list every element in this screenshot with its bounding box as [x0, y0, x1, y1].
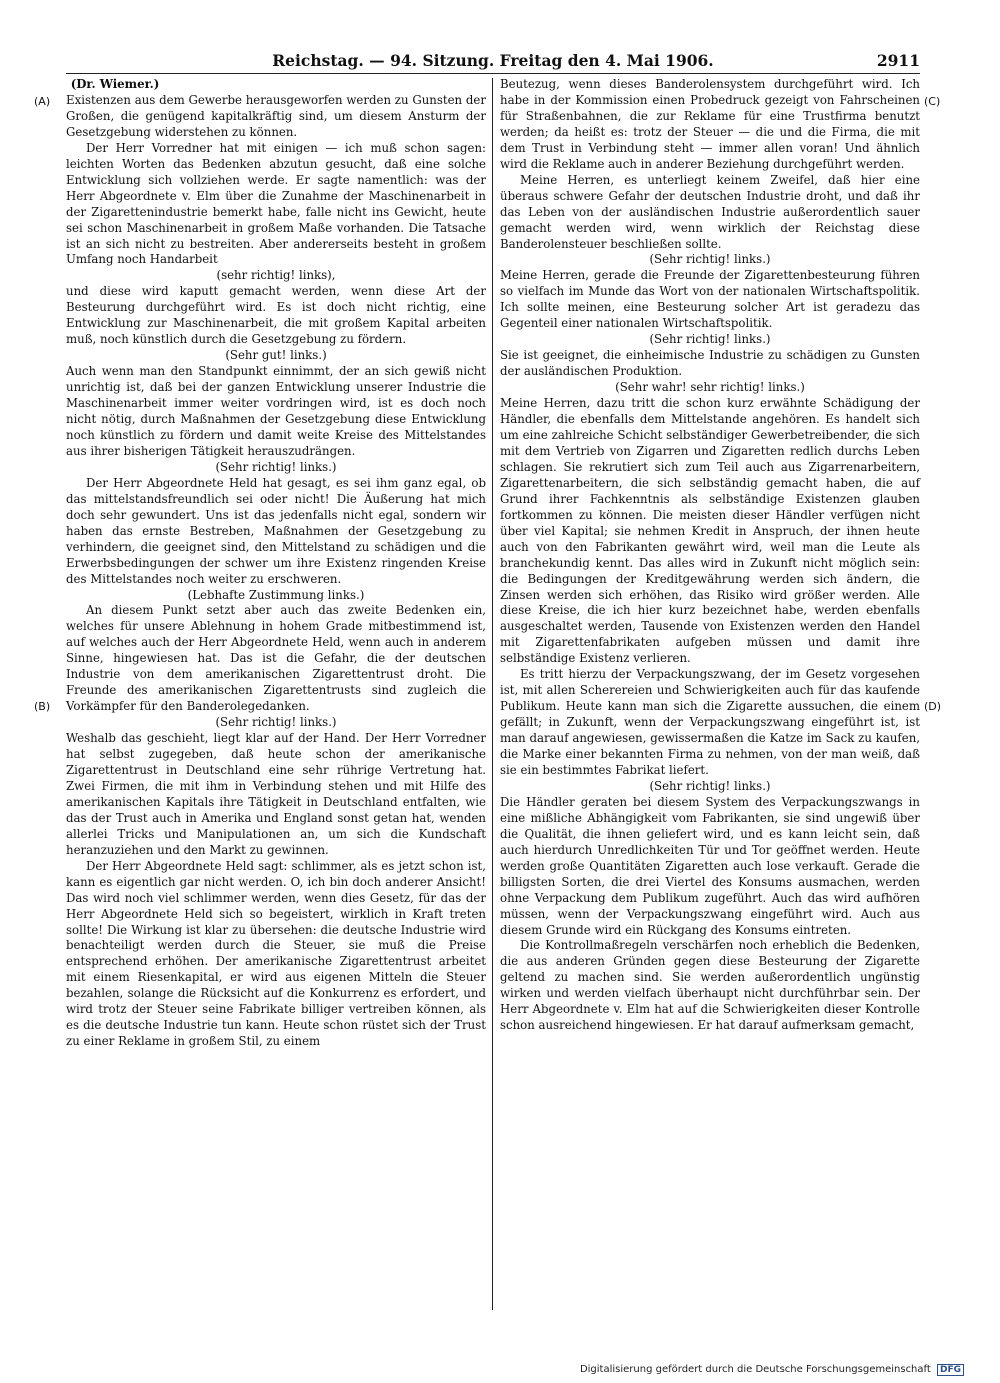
interjection: (Sehr richtig! links.) — [649, 778, 771, 793]
interjection: (Sehr richtig! links.) — [215, 715, 337, 730]
paragraph: Die Händler geraten bei diesem System des Verpackungszwangs in eine mißliche Abhängigkeit vom Fabrikanten, sie sind ungewiß über die Qualität, die ihnen geliefert wird, und es kann leicht sein, daß auch hierdurch Unredlichkeiten Tür und Tor geöffnet werden. Heute werden große Quantitäten Zigaretten auch lose verkauft. Gerade die billigsten Sorten, die drei Viertel des Konsums ausmachen, werden ohne Verpackung dem Publikum zugeführt. Auch das wird aufhören müssen, wenn der Verpackungszwang eingeführt wird. Auch aus diesem Grunde wird ein Rückgang des Konsums eintreten. — [500, 794, 920, 937]
paragraph: Meine Herren, dazu tritt die schon kurz erwähnte Schädigung der Händler, die ebenfalls dem Mittelstande angehören. Es handelt sich um eine zahlreiche Schicht selbständiger Gewerbetreibender, die sich mit dem Vertrieb von Zigarren und Zigaretten redlich durchs Leben schlagen. Sie rekrutiert sich zum Teil auch aus Zigarrenarbeitern, Zigarettenarbeitern, die sich selbständig gemacht haben, die auf Grund ihrer Fachkenntnis als selbständige Existenzen glauben fortkommen zu können. Die meisten dieser Händler verfügen nicht über viel Kapital; sie nehmen Kredit in Anspruch, der ihnen heute auch von den Fabrikanten gewährt wird, weil man die Leute als branchekundig kennt. Das alles wird in Zukunft nicht möglich sein: die Bedingungen der Kreditgewährung werden sich ändern, die Zinsen werden sich erhöhen, das Risiko wird größer werden. Alle diese Kreise, die ich hier kurz bezeichnet habe, werden ebenfalls ausgeschaltet werden, Tausende von Existenzen werden den Handel mit Zigarettenfabrikaten aufgeben müssen und damit ihre selbständige Existenz verlieren. — [500, 396, 920, 666]
paragraph: Es tritt hierzu der Verpackungszwang, der im Gesetz vorgesehen ist, mit allen Scherereien und Schwierigkeiten auch für das kaufende Publikum. Heute kann man sich die Zigarette aussuchen, die einem gefällt; in Zukunft, wenn der Verpackungszwang eingeführt ist, ist man darauf angewiesen, gewissermaßen die Katze im Sack zu kaufen, die Marke einer bekannten Firma zu nehmen, von der man weiß, daß sie ein bestimmtes Fabrikat liefert. — [500, 667, 920, 777]
margin-marker-c: (C) — [924, 95, 941, 108]
footer-text: Digitalisierung gefördert durch die Deutsche Forschungsgemeinschaft — [579, 1364, 931, 1375]
paragraph: Weshalb das geschieht, liegt klar auf der Hand. Der Herr Vorredner hat selbst zugegeben, daß heute schon der amerikanische Zigarettentrust in Deutschland eine sehr rührige Vertretung hat. Zwei Firmen, die mit ihm in Verbindung stehen und mit Hilfe des amerikanischen Kapitals ihre Tätigkeit in Deutschland entfalten, wie das der Trust auch in Amerika und England sonst getan hat, wenden allerlei Tricks und Manipulationen an, um sich die Kundschaft heranzuziehen und den Markt zu gewinnen. — [66, 731, 486, 857]
margin-marker-a: (A) — [34, 95, 51, 108]
header-rule — [66, 73, 920, 74]
interjection: (Sehr gut! links.) — [225, 348, 327, 363]
paragraph: Der Herr Vorredner hat mit einigen — ich muß schon sagen: leichten Worten das Bedenken abzutun gesucht, daß eine solche Entwicklung sich vollziehen werde. Er sagte namentlich: was der Herr Abgeordnete v. Elm über die Zunahme der Maschinenarbeit in der Zigarettenindustrie bemerkt habe, falle nicht ins Gewicht, heute sei schon Maschinenarbeit in großem Maße vorhanden. Die Tatsache ist an sich nicht zu bestreiten. Aber andererseits besteht in großem Umfang noch Handarbeit — [66, 140, 486, 267]
page-number: 2911 — [876, 51, 920, 70]
interjection: (Sehr richtig! links.) — [649, 252, 771, 267]
speaker-label: (Dr. Wiemer.) — [70, 77, 160, 91]
paragraph: Die Kontrollmaßregeln verschärfen noch erheblich die Bedenken, die aus anderen Gründen gegen diese Besteurung der Zigarette geltend zu machen sind. Sie werden außerordentlich ungünstig wirken und werden vielfach überhaupt nicht durchführbar sein. Der Herr Abgeordnete v. Elm hat auf die Schwierigkeiten dieser Kontrolle schon ausreichend hingewiesen. Er hat darauf aufmerksam gemacht, — [500, 938, 920, 1033]
column-divider — [492, 78, 493, 1310]
funding-footer — [580, 1364, 964, 1376]
margin-marker-b: (B) — [34, 700, 51, 713]
paragraph: und diese wird kaputt gemacht werden, wenn diese Art der Besteurung durchgeführt wird. Es ist doch nicht richtig, eine Entwicklung zur Maschinenarbeit, die mit großem Kapital arbeiten muß, noch künstlich durch die Gesetzgebung zu fördern. — [66, 284, 486, 347]
paragraph: Existenzen aus dem Gewerbe herausgeworfen werden zu Gunsten der Großen, die genügend kapitalkräftig sind, um diesem Ansturm der Gesetzgebung widerstehen zu können. — [66, 92, 486, 139]
paragraph: Der Herr Abgeordnete Held sagt: schlimmer, als es jetzt schon ist, kann es eigentlich gar nicht werden. O, ich bin doch anderer Ansicht! Das wird noch viel schlimmer werden, wenn dies Gesetz, für das der Herr Abgeordnete Held sich so begeistert, wirklich in Kraft treten sollte! Die Wirkung ist klar zu übersehen: die deutsche Industrie wird benachteiligt werden durch die Steuer, sie muß die Preise entsprechend erhöhen. Der amerikanische Zigarettentrust arbeitet mit einem Riesenkapital, er wird aus eigenen Mitteln die Steuer bezahlen, solange die Rücksicht auf die Konkurrenz es erfordert, und wird trotz der Steuer seine Fabrikate billiger vertreiben können, als es die deutsche Industrie tun kann. Heute schon rüstet sich der Trust zu einer Reklame in großem Stil, zu einem — [66, 858, 486, 1049]
paragraph: An diesem Punkt setzt aber auch das zweite Bedenken ein, welches für unsere Ablehnung in hohem Grade mitbestimmend ist, auf welches auch der Herr Abgeordnete Held, wenn auch in anderem Sinne, hingewiesen hat. Das ist die Gefahr, die der deutschen Industrie von dem amerikanischen Zigarettentrust droht. Die Freunde des amerikanischen Zigarettentrusts sind zugleich die Vorkämpfer für den Banderolegedanken. — [66, 603, 486, 714]
right-column — [500, 77, 920, 1034]
page-header — [66, 50, 920, 72]
paragraph: Meine Herren, es unterliegt keinem Zweifel, daß hier eine überaus schwere Gefahr der deutschen Industrie droht, und daß ihr das Leben von der ausländischen Industrie außerordentlich sauer gemacht werden wird, wenn wirklich der Reichstag diese Banderolensteuer beschließen sollte. — [500, 172, 920, 251]
paragraph: Auch wenn man den Standpunkt einnimmt, der an sich gewiß nicht unrichtig ist, daß bei der ganzen Entwicklung unserer Industrie die Maschinenarbeit immer weiter vordringen wird, ist es doch noch nicht nötig, durch Maßnahmen der Gesetzgebung diese Entwicklung noch künstlich zu fördern und damit weite Kreise des Mittelstandes aus ihrer bisherigen Tätigkeit herauszudrängen. — [66, 364, 486, 458]
paragraph: Der Herr Abgeordnete Held hat gesagt, es sei ihm ganz egal, ob das mittelstandsfreundlich sei oder nicht! Die Äußerung hat mich doch sehr gewundert. Uns ist das jedenfalls nicht egal, sondern wir haben das ernste Bestreben, Maßnahmen der Gesetzgebung zu verhindern, die geeignet sind, den Mittelstand zu schädigen und die Erwerbsbedingungen der schwer um ihre Existenz ringenden Kreise des Mittelstandes noch weiter zu erschweren. — [66, 475, 486, 586]
interjection: (Sehr wahr! sehr richtig! links.) — [615, 380, 805, 395]
interjection: (sehr richtig! links), — [216, 268, 336, 283]
interjection: (Lebhafte Zustimmung links.) — [187, 587, 365, 602]
margin-marker-d: (D) — [924, 700, 942, 713]
interjection: (Sehr richtig! links.) — [649, 332, 771, 347]
paragraph: Meine Herren, gerade die Freunde der Zigarettenbesteurung führen so vielfach im Munde das Wort von der nationalen Wirtschaftspolitik. Ich sollte meinen, eine Besteurung solcher Art ist geradezu das Gegenteil einer nationalen Wirtschaftspolitik. — [500, 268, 920, 331]
left-column — [66, 77, 486, 1050]
running-title: Reichstag. — 94. Sitzung. Freitag den 4. Mai 1906. — [272, 51, 714, 70]
paragraph: Beutezug, wenn dieses Banderolensystem durchgeführt wird. Ich habe in der Kommission einen Probedruck gezeigt von Fahrscheinen für Straßenbahnen, die zur Reklame für eine Trustfirma benutzt werden; da heißt es: trotz der Steuer — die und die Firma, die mit dem Trust in Verbindung steht — immer allen voran! Und ähnlich wird die Reklame auch in anderer Beziehung durchgeführt werden. — [500, 77, 920, 171]
dfg-logo: DFG — [937, 1364, 964, 1376]
paragraph: Sie ist geeignet, die einheimische Industrie zu schädigen zu Gunsten der ausländischen Produktion. — [500, 348, 920, 379]
interjection: (Sehr richtig! links.) — [215, 459, 337, 474]
